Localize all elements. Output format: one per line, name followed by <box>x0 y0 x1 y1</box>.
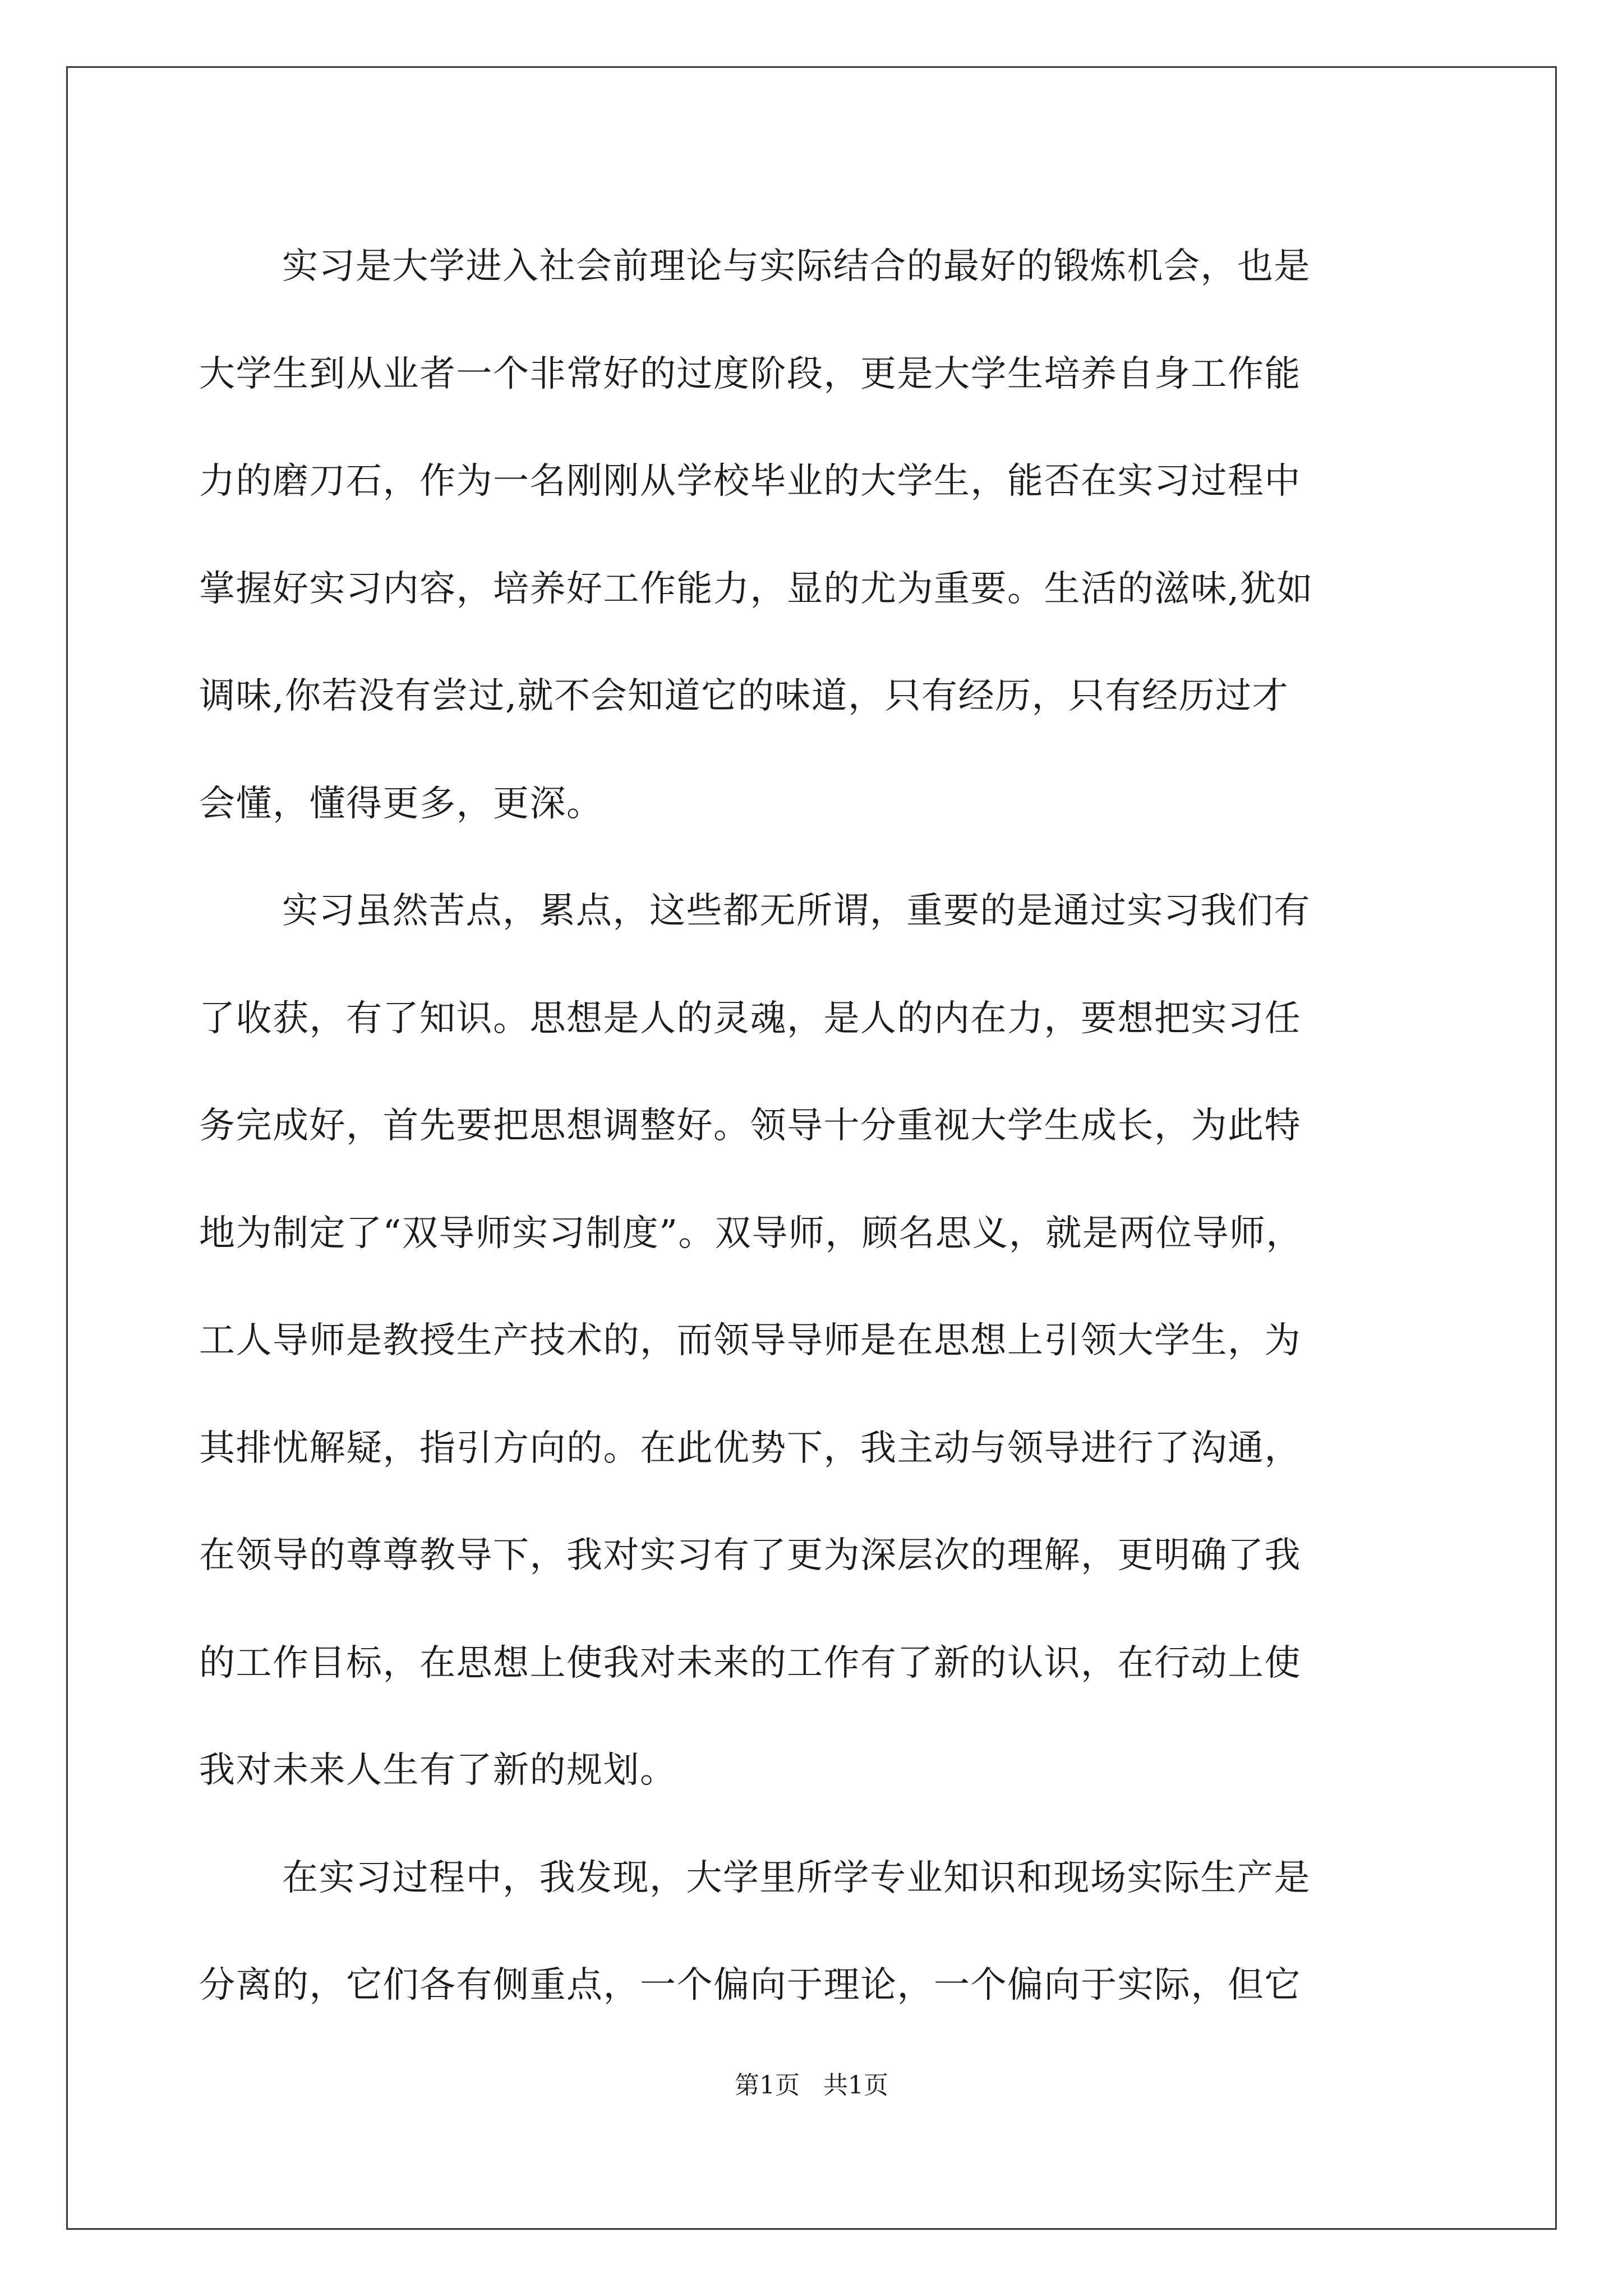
paragraph-1-line-3: 力的磨刀石，作为一名刚刚从学校毕业的大学生，能否在实习过程中 <box>199 461 1301 502</box>
paragraph-2-line-6: 其排忧解疑，指引方向的。在此优势下，我主动与领导进行了沟通， <box>199 1427 1301 1469</box>
paragraph-1-line-4: 掌握好实习内容，培养好工作能力，显的尤为重要。生活的滋味,犹如 <box>199 568 1313 610</box>
paragraph-2-line-9: 我对未来人生有了新的规划。 <box>199 1750 677 1791</box>
paragraph-2-line-5: 工人导师是教授生产技术的，而领导导师是在思想上引领大学生，为 <box>199 1320 1301 1361</box>
paragraph-2-line-7: 在领导的尊尊教导下，我对实习有了更为深层次的理解，更明确了我 <box>199 1535 1301 1576</box>
page-number-footer: 第1页 共1页 <box>735 2071 888 2100</box>
paragraph-1-line-1: 实习是大学进入社会前理论与实际结合的最好的锻炼机会，也是 <box>282 246 1311 287</box>
paragraph-2-line-1: 实习虽然苦点，累点，这些都无所谓，重要的是通过实习我们有 <box>282 890 1311 932</box>
paragraph-2-line-8: 的工作目标，在思想上使我对未来的工作有了新的认识，在行动上使 <box>199 1642 1301 1684</box>
paragraph-1-line-5: 调味,你若没有尝过,就不会知道它的味道，只有经历，只有经历过才 <box>199 675 1289 717</box>
paragraph-3-line-1: 在实习过程中，我发现，大学里所学专业知识和现场实际生产是 <box>282 1857 1311 1899</box>
paragraph-1-line-6: 会懂，懂得更多，更深。 <box>199 783 603 825</box>
paragraph-2-line-3: 务完成好，首先要把思想调整好。领导十分重视大学生成长，为此特 <box>199 1105 1301 1147</box>
paragraph-3-line-2: 分离的，它们各有侧重点，一个偏向于理论，一个偏向于实际，但它 <box>199 1964 1301 2006</box>
document-body <box>199 213 1424 2040</box>
paragraph-2-line-2: 了收获，有了知识。思想是人的灵魂，是人的内在力，要想把实习任 <box>199 997 1301 1039</box>
paragraph-1-line-2: 大学生到从业者一个非常好的过度阶段，更是大学生培养自身工作能 <box>199 353 1301 395</box>
paragraph-2-line-4: 地为制定了“双导师实习制度”。双导师，顾名思义，就是两位导师， <box>199 1212 1303 1254</box>
